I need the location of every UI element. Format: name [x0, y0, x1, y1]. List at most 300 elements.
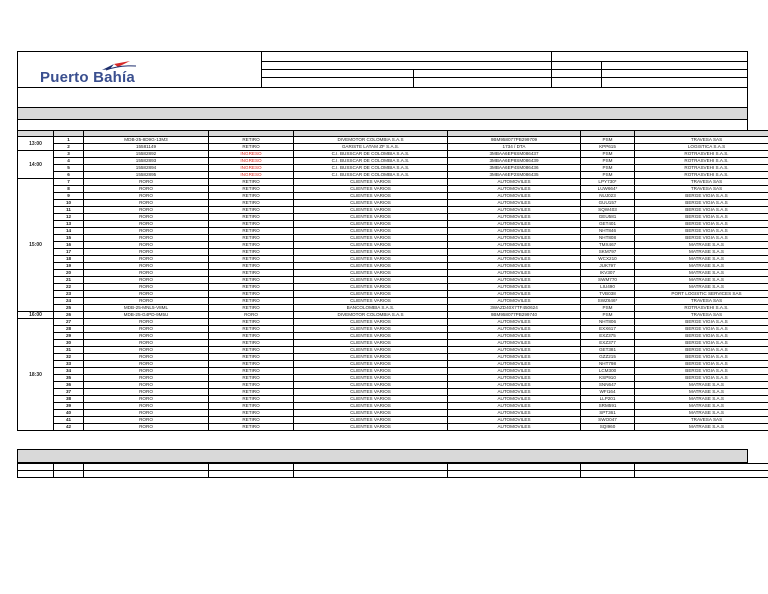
- carrier-cell: PORT LOGISTIC SERVICES SAS: [635, 291, 768, 298]
- booking-id-cell: RORO: [84, 354, 209, 361]
- row-number-cell: 29: [54, 333, 84, 340]
- operation-type-cell: RETIRO: [209, 368, 294, 375]
- location-cell: SRM591: [581, 403, 635, 410]
- row-number-cell: 41: [54, 417, 84, 424]
- row-number-cell: 34: [54, 368, 84, 375]
- row-number-cell: 21: [54, 277, 84, 284]
- carrier-cell: TRAVESA SAS: [635, 312, 768, 319]
- location-cell: PSM: [581, 305, 635, 312]
- location-cell: SWO047: [581, 417, 635, 424]
- row-number-cell: 25: [54, 305, 84, 312]
- operation-type-cell: RETIRO: [209, 235, 294, 242]
- location-cell: NUJ023: [581, 193, 635, 200]
- location-cell: LIU490: [581, 284, 635, 291]
- reference-cell: AUTOMOVILES: [448, 319, 581, 326]
- carrier-cell: LOGISTICA S.A.S: [635, 144, 768, 151]
- booking-id-cell: RORO: [84, 403, 209, 410]
- location-cell: KSP910: [581, 375, 635, 382]
- operation-type-cell: INGRESO: [209, 151, 294, 158]
- table-row: [18, 277, 768, 284]
- footer-cell: [294, 464, 448, 471]
- location-cell: SQI960: [581, 424, 635, 431]
- operation-type-cell: RETIRO: [209, 333, 294, 340]
- table-row: [18, 424, 768, 431]
- reference-cell: AUTOMOVILES: [448, 200, 581, 207]
- carrier-cell: TRAVESA SAS: [635, 179, 768, 186]
- location-cell: SNN647: [581, 382, 635, 389]
- client-cell: CLIENTES VARIOS: [294, 340, 448, 347]
- row-number-cell: 19: [54, 263, 84, 270]
- carrier-cell: MATRASE S.A.S: [635, 284, 768, 291]
- operation-type-cell: RETIRO: [209, 228, 294, 235]
- operation-type-cell: INGRESO: [209, 172, 294, 179]
- client-cell: CLIENTES VARIOS: [294, 235, 448, 242]
- client-cell: CLIENTES VARIOS: [294, 354, 448, 361]
- reference-cell: AUTOMOVILES: [448, 382, 581, 389]
- booking-id-cell: RORO: [84, 396, 209, 403]
- footer-cell: [448, 464, 581, 471]
- row-number-cell: 38: [54, 396, 84, 403]
- time-slot-cell: 15:00: [18, 179, 54, 312]
- table-row: [18, 417, 768, 424]
- carrier-cell: BERGE VIGIA S.A.S: [635, 200, 768, 207]
- operation-type-cell: RETIRO: [209, 396, 294, 403]
- carrier-cell: MATRASE S.A.S: [635, 256, 768, 263]
- location-cell: LUW664*: [581, 186, 635, 193]
- client-cell: CLIENTES VARIOS: [294, 228, 448, 235]
- reference-cell: AUTOMOVILES: [448, 277, 581, 284]
- row-number-cell: 27: [54, 319, 84, 326]
- row-number-cell: 8: [54, 186, 84, 193]
- reference-cell: AUTOMOVILES: [448, 186, 581, 193]
- location-cell: EXZ375: [581, 333, 635, 340]
- table-row: [18, 298, 768, 305]
- client-cell: CLIENTES VARIOS: [294, 263, 448, 270]
- header-divider: [413, 69, 414, 88]
- carrier-cell: MATRASE S.A.S: [635, 242, 768, 249]
- row-number-cell: 28: [54, 326, 84, 333]
- client-cell: CLIENTES VARIOS: [294, 361, 448, 368]
- reference-cell: AUTOMOVILES: [448, 347, 581, 354]
- reference-cell: 9BM958077PB299709: [448, 137, 581, 144]
- row-number-cell: 37: [54, 389, 84, 396]
- reference-cell: AUTOMOVILES: [448, 256, 581, 263]
- client-cell: CLIENTES VARIOS: [294, 200, 448, 207]
- operation-type-cell: RETIRO: [209, 326, 294, 333]
- booking-id-cell: RORO: [84, 375, 209, 382]
- footer-cell: [84, 471, 209, 478]
- booking-id-cell: RORO: [84, 228, 209, 235]
- footer-cell: [209, 464, 294, 471]
- reference-cell: 9BM958077PB299740: [448, 312, 581, 319]
- location-cell: PSM: [581, 158, 635, 165]
- location-cell: GET401: [581, 221, 635, 228]
- client-cell: CLIENTES VARIOS: [294, 179, 448, 186]
- carrier-cell: BERGE VIGIA S.A.S: [635, 193, 768, 200]
- row-number-cell: 26: [54, 312, 84, 319]
- time-slot-cell: 13:00: [18, 137, 54, 151]
- reference-cell: AUTOMOVILES: [448, 249, 581, 256]
- schedule-table: [17, 130, 768, 431]
- table-row: [18, 270, 768, 277]
- booking-id-cell: RORO: [84, 263, 209, 270]
- table-row: [18, 396, 768, 403]
- spacer-band: [17, 120, 748, 130]
- location-cell: GET381: [581, 347, 635, 354]
- operation-type-cell: RETIRO: [209, 214, 294, 221]
- booking-id-cell: RORO: [84, 249, 209, 256]
- operation-type-cell: RETIRO: [209, 389, 294, 396]
- booking-id-cell: RORO: [84, 270, 209, 277]
- reference-cell: AUTOMOVILES: [448, 361, 581, 368]
- table-row: [18, 200, 768, 207]
- operation-type-cell: RETIRO: [209, 256, 294, 263]
- table-row: [18, 186, 768, 193]
- table-row: [18, 354, 768, 361]
- location-cell: PSM: [581, 137, 635, 144]
- reference-cell: AUTOMOVILES: [448, 228, 581, 235]
- carrier-cell: BERGE VIGIA S.A.S: [635, 207, 768, 214]
- operation-type-cell: RETIRO: [209, 340, 294, 347]
- operation-type-cell: RETIRO: [209, 417, 294, 424]
- table-row: [18, 228, 768, 235]
- carrier-cell: BERGE VIGIA S.A.S: [635, 340, 768, 347]
- reference-cell: AUTOMOVILES: [448, 340, 581, 347]
- carrier-cell: BERGE VIGIA S.A.S: [635, 333, 768, 340]
- row-number-cell: 11: [54, 207, 84, 214]
- location-cell: SWM770: [581, 277, 635, 284]
- carrier-cell: BERGE VIGIA S.A.S: [635, 214, 768, 221]
- table-row: [18, 235, 768, 242]
- row-number-cell: 5: [54, 165, 84, 172]
- row-number-cell: 3: [54, 151, 84, 158]
- location-cell: PSM: [581, 151, 635, 158]
- table-row: [18, 319, 768, 326]
- table-row: [18, 207, 768, 214]
- reference-cell: AUTOMOVILES: [448, 410, 581, 417]
- reference-cell: AUTOMOVILES: [448, 235, 581, 242]
- table-row: [18, 403, 768, 410]
- booking-id-cell: 15582895: [84, 172, 209, 179]
- header-divider: [261, 52, 262, 88]
- reference-cell: AUTOMOVILES: [448, 326, 581, 333]
- row-number-cell: 16: [54, 242, 84, 249]
- location-cell: NHT808: [581, 235, 635, 242]
- booking-id-cell: MDB-25-8D9G-13M3: [84, 137, 209, 144]
- client-cell: CLIENTES VARIOS: [294, 396, 448, 403]
- row-number-cell: 36: [54, 382, 84, 389]
- reference-cell: AUTOMOVILES: [448, 263, 581, 270]
- client-cell: CLIENTES VARIOS: [294, 207, 448, 214]
- client-cell: CLIENTES VARIOS: [294, 284, 448, 291]
- row-number-cell: 15: [54, 235, 84, 242]
- booking-id-cell: RORO: [84, 242, 209, 249]
- carrier-cell: BERGE VIGIA S.A.S: [635, 368, 768, 375]
- reference-cell: 3MBAA6EP2SM086435: [448, 172, 581, 179]
- client-cell: C.I. BUSSCAR DE COLOMBIA S.A.S.: [294, 172, 448, 179]
- operation-type-cell: RETIRO: [209, 263, 294, 270]
- location-cell: TVB038: [581, 291, 635, 298]
- booking-id-cell: RORO: [84, 340, 209, 347]
- operation-type-cell: RETIRO: [209, 284, 294, 291]
- booking-id-cell: 15582894: [84, 165, 209, 172]
- footer-cell: [581, 464, 635, 471]
- table-row: [18, 340, 768, 347]
- booking-id-cell: RORO: [84, 417, 209, 424]
- booking-id-cell: RORO: [84, 214, 209, 221]
- footer-cell: [18, 471, 54, 478]
- location-cell: SWZ646*: [581, 298, 635, 305]
- location-cell: NHT846: [581, 228, 635, 235]
- location-cell: GUU157: [581, 200, 635, 207]
- booking-id-cell: MDB-25-G4PD-9M5U: [84, 312, 209, 319]
- reference-cell: 1734 / DTA: [448, 144, 581, 151]
- carrier-cell: BERGE VIGIA S.A.S: [635, 361, 768, 368]
- table-row: [18, 249, 768, 256]
- booking-id-cell: RORO: [84, 368, 209, 375]
- carrier-cell: ROTRASVEHI S.A.S.: [635, 172, 768, 179]
- client-cell: CLIENTES VARIOS: [294, 368, 448, 375]
- client-cell: CLIENTES VARIOS: [294, 186, 448, 193]
- operation-type-cell: RETIRO: [209, 221, 294, 228]
- operation-type-cell: RETIRO: [209, 242, 294, 249]
- client-cell: CLIENTES VARIOS: [294, 424, 448, 431]
- reference-cell: AUTOMOVILES: [448, 354, 581, 361]
- table-row: [18, 165, 768, 172]
- carrier-cell: BERGE VIGIA S.A.S: [635, 228, 768, 235]
- operation-type-cell: RETIRO: [209, 298, 294, 305]
- row-number-cell: 33: [54, 361, 84, 368]
- reference-cell: 3MBAA6EP4SM086436: [448, 165, 581, 172]
- table-row: [18, 382, 768, 389]
- client-cell: CLIENTES VARIOS: [294, 389, 448, 396]
- time-slot-cell: 14:00: [18, 151, 54, 179]
- client-cell: C.I. BUSSCAR DE COLOMBIA S.A.S.: [294, 165, 448, 172]
- row-number-cell: 17: [54, 249, 84, 256]
- location-cell: PSM: [581, 172, 635, 179]
- client-cell: CLIENTES VARIOS: [294, 291, 448, 298]
- operation-type-cell: INGRESO: [209, 165, 294, 172]
- reference-cell: AUTOMOVILES: [448, 298, 581, 305]
- row-number-cell: 24: [54, 298, 84, 305]
- carrier-cell: MATRASE S.A.S: [635, 410, 768, 417]
- operation-type-cell: INGRESO: [209, 158, 294, 165]
- reference-cell: AUTOMOVILES: [448, 221, 581, 228]
- client-cell: DIVEMOTOR COLOMBIA S.A.S: [294, 137, 448, 144]
- header-rule: [261, 61, 748, 62]
- location-cell: WCX210: [581, 256, 635, 263]
- row-number-cell: 31: [54, 347, 84, 354]
- booking-id-cell: RORO: [84, 326, 209, 333]
- carrier-cell: BERGE VIGIA S.A.S: [635, 375, 768, 382]
- location-cell: PSM: [581, 312, 635, 319]
- reference-cell: AUTOMOVILES: [448, 396, 581, 403]
- booking-id-cell: RORO: [84, 186, 209, 193]
- booking-id-cell: RORO: [84, 382, 209, 389]
- carrier-cell: TRAVESA SAS: [635, 186, 768, 193]
- table-row: [18, 326, 768, 333]
- operation-type-cell: RETIRO: [209, 249, 294, 256]
- operation-type-cell: RORO: [209, 312, 294, 319]
- table-row: [18, 172, 768, 179]
- carrier-cell: MATRASE S.A.S: [635, 389, 768, 396]
- booking-id-cell: RORO: [84, 200, 209, 207]
- booking-id-cell: 15582892: [84, 151, 209, 158]
- time-slot-cell: 16:00: [18, 312, 54, 319]
- location-cell: JUK797: [581, 263, 635, 270]
- location-cell: EXZ377: [581, 340, 635, 347]
- table-row: [18, 256, 768, 263]
- table-row: [18, 193, 768, 200]
- footer-cell: [209, 471, 294, 478]
- table-row: [18, 410, 768, 417]
- reference-cell: AUTOMOVILES: [448, 193, 581, 200]
- footer-cell: [54, 464, 84, 471]
- carrier-cell: ROTRASVEHI S.A.S.: [635, 165, 768, 172]
- row-number-cell: 6: [54, 172, 84, 179]
- operation-type-cell: RETIRO: [209, 200, 294, 207]
- booking-id-cell: RORO: [84, 389, 209, 396]
- carrier-cell: BERGE VIGIA S.A.S: [635, 326, 768, 333]
- reference-cell: AUTOMOVILES: [448, 179, 581, 186]
- row-number-cell: 23: [54, 291, 84, 298]
- client-cell: CLIENTES VARIOS: [294, 277, 448, 284]
- client-cell: BANCOLOMBIA S.A.S.: [294, 305, 448, 312]
- client-cell: CLIENTES VARIOS: [294, 417, 448, 424]
- location-cell: IKV307: [581, 270, 635, 277]
- carrier-cell: BERGE VIGIA S.A.S: [635, 319, 768, 326]
- location-cell: EXX617: [581, 326, 635, 333]
- reference-cell: AUTOMOVILES: [448, 333, 581, 340]
- header-rule: [261, 77, 748, 78]
- table-row: [18, 305, 768, 312]
- table-row: [18, 151, 768, 158]
- client-cell: CLIENTES VARIOS: [294, 193, 448, 200]
- booking-id-cell: 15581149: [84, 144, 209, 151]
- operation-type-cell: RETIRO: [209, 193, 294, 200]
- reference-cell: AUTOMOVILES: [448, 242, 581, 249]
- row-number-cell: 2: [54, 144, 84, 151]
- client-cell: DIVEMOTOR COLOMBIA S.A.S: [294, 312, 448, 319]
- client-cell: CLIENTES VARIOS: [294, 270, 448, 277]
- booking-id-cell: RORO: [84, 179, 209, 186]
- location-cell: LLP201: [581, 396, 635, 403]
- header-rule: [261, 69, 748, 70]
- row-number-cell: 14: [54, 228, 84, 235]
- table-row: [18, 242, 768, 249]
- carrier-cell: MATRASE S.A.S: [635, 396, 768, 403]
- reference-cell: AUTOMOVILES: [448, 424, 581, 431]
- reference-cell: AUTOMOVILES: [448, 270, 581, 277]
- carrier-cell: MATRASE S.A.S: [635, 277, 768, 284]
- client-cell: CLIENTES VARIOS: [294, 382, 448, 389]
- operation-type-cell: RETIRO: [209, 144, 294, 151]
- carrier-cell: MATRASE S.A.S: [635, 249, 768, 256]
- row-number-cell: 35: [54, 375, 84, 382]
- carrier-cell: BERGE VIGIA S.A.S: [635, 347, 768, 354]
- carrier-cell: TRAVESA SAS: [635, 137, 768, 144]
- table-row: [18, 179, 768, 186]
- reference-cell: 3WAZD40X7TF450624: [448, 305, 581, 312]
- footer-cell: [448, 471, 581, 478]
- table-row: [18, 361, 768, 368]
- footer-cell: [635, 471, 768, 478]
- footer-cell: [581, 471, 635, 478]
- footer-cell: [635, 464, 768, 471]
- table-row: [18, 347, 768, 354]
- booking-id-cell: RORO: [84, 256, 209, 263]
- operation-type-cell: RETIRO: [209, 179, 294, 186]
- carrier-cell: MATRASE S.A.S: [635, 403, 768, 410]
- table-row: [18, 291, 768, 298]
- carrier-cell: MATRASE S.A.S: [635, 382, 768, 389]
- operation-type-cell: RETIRO: [209, 361, 294, 368]
- logo-text: Puerto Bahía: [40, 69, 135, 86]
- table-row: [18, 137, 768, 144]
- footer-cell: [54, 471, 84, 478]
- row-number-cell: 18: [54, 256, 84, 263]
- booking-id-cell: RORO: [84, 284, 209, 291]
- operation-type-cell: RETIRO: [209, 277, 294, 284]
- carrier-cell: ROTRASVEHI S.A.S.: [635, 158, 768, 165]
- carrier-cell: MATRASE S.A.S: [635, 263, 768, 270]
- client-cell: CLIENTES VARIOS: [294, 214, 448, 221]
- operation-type-cell: RETIRO: [209, 382, 294, 389]
- row-number-cell: 30: [54, 340, 84, 347]
- location-cell: WFI164: [581, 389, 635, 396]
- table-row: [18, 389, 768, 396]
- location-cell: PSM: [581, 165, 635, 172]
- booking-id-cell: RORO: [84, 235, 209, 242]
- booking-id-cell: RORO: [84, 277, 209, 284]
- booking-id-cell: RORO: [84, 221, 209, 228]
- table-row: [18, 333, 768, 340]
- operation-type-cell: RETIRO: [209, 137, 294, 144]
- carrier-cell: BERGE VIGIA S.A.S: [635, 221, 768, 228]
- location-cell: NHT806: [581, 319, 635, 326]
- operation-type-cell: RETIRO: [209, 305, 294, 312]
- carrier-cell: TRAVESA SAS: [635, 298, 768, 305]
- carrier-cell: ROTRASVEHI S.A.S.: [635, 151, 768, 158]
- location-cell: SPT361: [581, 410, 635, 417]
- table-row: [18, 214, 768, 221]
- location-cell: KPP615: [581, 144, 635, 151]
- carrier-cell: BERGE VIGIA S.A.S: [635, 235, 768, 242]
- reference-cell: AUTOMOVILES: [448, 417, 581, 424]
- booking-id-cell: RORO: [84, 361, 209, 368]
- operation-type-cell: RETIRO: [209, 375, 294, 382]
- row-number-cell: 39: [54, 403, 84, 410]
- table-row: [18, 284, 768, 291]
- client-cell: CLIENTES VARIOS: [294, 249, 448, 256]
- carrier-cell: MATRASE S.A.S: [635, 424, 768, 431]
- carrier-cell: BERGE VIGIA S.A.S: [635, 354, 768, 361]
- booking-id-cell: RORO: [84, 193, 209, 200]
- location-cell: TMX467: [581, 242, 635, 249]
- location-cell: SKM797: [581, 249, 635, 256]
- operation-type-cell: RETIRO: [209, 270, 294, 277]
- reference-cell: AUTOMOVILES: [448, 375, 581, 382]
- table-row: [18, 158, 768, 165]
- reference-cell: AUTOMOVILES: [448, 207, 581, 214]
- booking-id-cell: MDB-25-MNL5-V8ML: [84, 305, 209, 312]
- client-cell: CLIENTES VARIOS: [294, 319, 448, 326]
- client-cell: CLIENTES VARIOS: [294, 298, 448, 305]
- client-cell: CLIENTES VARIOS: [294, 256, 448, 263]
- operation-type-cell: RETIRO: [209, 291, 294, 298]
- row-number-cell: 7: [54, 179, 84, 186]
- table-row: [18, 144, 768, 151]
